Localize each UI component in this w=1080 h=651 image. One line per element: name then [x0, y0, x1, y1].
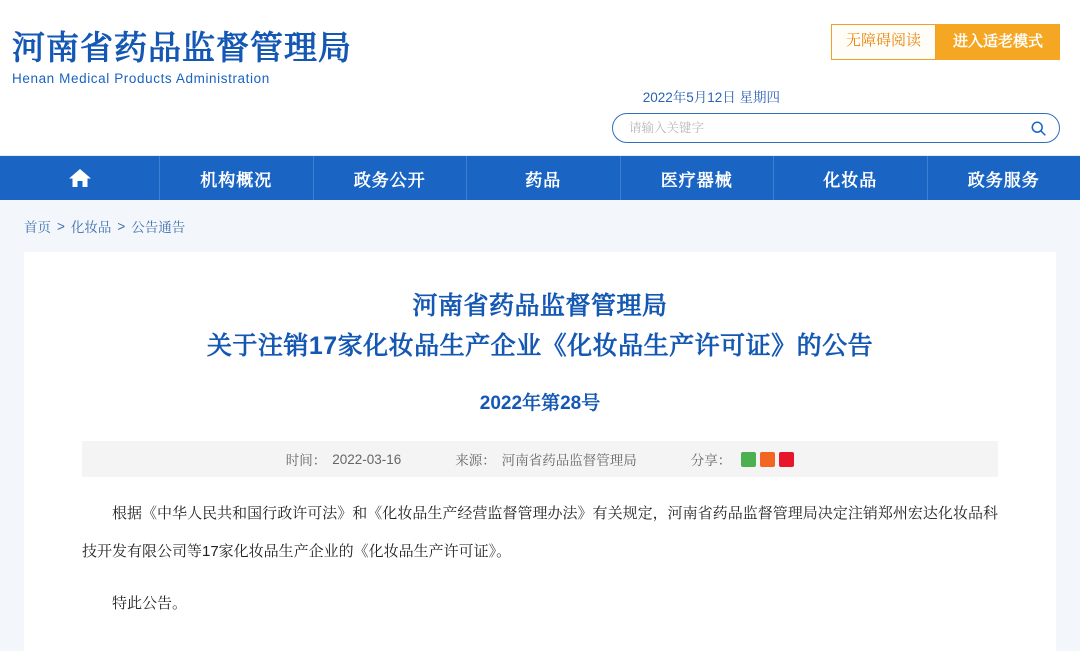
rss-icon[interactable]	[760, 452, 775, 467]
header-action-buttons	[831, 24, 1060, 60]
elder-mode-button[interactable]: 进入适老模式	[936, 24, 1060, 60]
article-paragraph-0: 根据《中华人民共和国行政许可法》和《化妆品生产经营监督管理办法》有关规定，河南省药品监督管理局决定注销郑州宏达化妆品科技开发有限公司等17家化妆品生产企业的《化妆品生产许可证》。	[82, 505, 998, 560]
home-icon	[68, 167, 92, 189]
logo-title-cn: 河南省药品监督管理局	[12, 29, 352, 66]
article-title-line1: 河南省药品监督管理局	[412, 292, 668, 320]
nav-item-5[interactable]: 政务服务	[967, 170, 1040, 190]
meta-source-value: 河南省药品监督管理局	[501, 453, 637, 468]
search-icon	[1030, 120, 1047, 137]
logo-title-en: Henan Medical Products Administration	[12, 71, 270, 86]
nav-item-0[interactable]: 机构概况	[160, 156, 314, 200]
site-logo[interactable]	[12, 28, 352, 88]
search-input[interactable]	[613, 114, 1017, 142]
article-paragraph-1: 特此公告。	[112, 595, 188, 612]
article-title-line2: 关于注销17家化妆品生产企业《化妆品生产许可证》的公告	[206, 332, 874, 360]
site-header	[0, 0, 1080, 156]
breadcrumb-item-1[interactable]: 化妆品	[70, 220, 112, 235]
wechat-icon[interactable]	[741, 452, 756, 467]
content-area	[0, 252, 1080, 651]
nav-item-home[interactable]	[0, 156, 160, 200]
weibo-icon[interactable]	[779, 452, 794, 467]
nav-item-3[interactable]: 医疗器械	[621, 156, 775, 200]
breadcrumb-separator-0: >	[57, 218, 65, 234]
meta-time-value: 2022-03-16	[332, 451, 402, 467]
nav-item-2[interactable]: 药品	[467, 156, 621, 200]
search-button[interactable]	[1017, 114, 1059, 142]
article-card	[24, 252, 1056, 651]
meta-source	[455, 449, 637, 469]
meta-source-label: 来源：	[455, 453, 496, 468]
meta-share-label: 分享：	[690, 453, 732, 468]
meta-time	[286, 449, 402, 469]
article-document-number: 2022年第28号	[479, 393, 601, 414]
current-date: 2022年5月12日 星期四	[642, 90, 780, 105]
nav-item-4[interactable]: 化妆品	[774, 156, 928, 200]
breadcrumb-item-0[interactable]: 首页	[24, 220, 51, 235]
main-navigation	[0, 156, 1080, 200]
meta-time-label: 时间：	[285, 453, 327, 468]
search-bar[interactable]	[612, 113, 1060, 143]
page-title	[82, 286, 998, 366]
breadcrumb	[0, 200, 1080, 252]
share-icon-group	[741, 452, 794, 467]
accessibility-button[interactable]: 无障碍阅读	[831, 24, 936, 60]
breadcrumb-item-2[interactable]: 公告通告	[131, 220, 186, 235]
nav-item-1[interactable]: 政务公开	[314, 156, 468, 200]
article-meta-bar	[82, 441, 998, 477]
meta-share	[691, 449, 795, 469]
breadcrumb-separator-1: >	[117, 218, 126, 234]
